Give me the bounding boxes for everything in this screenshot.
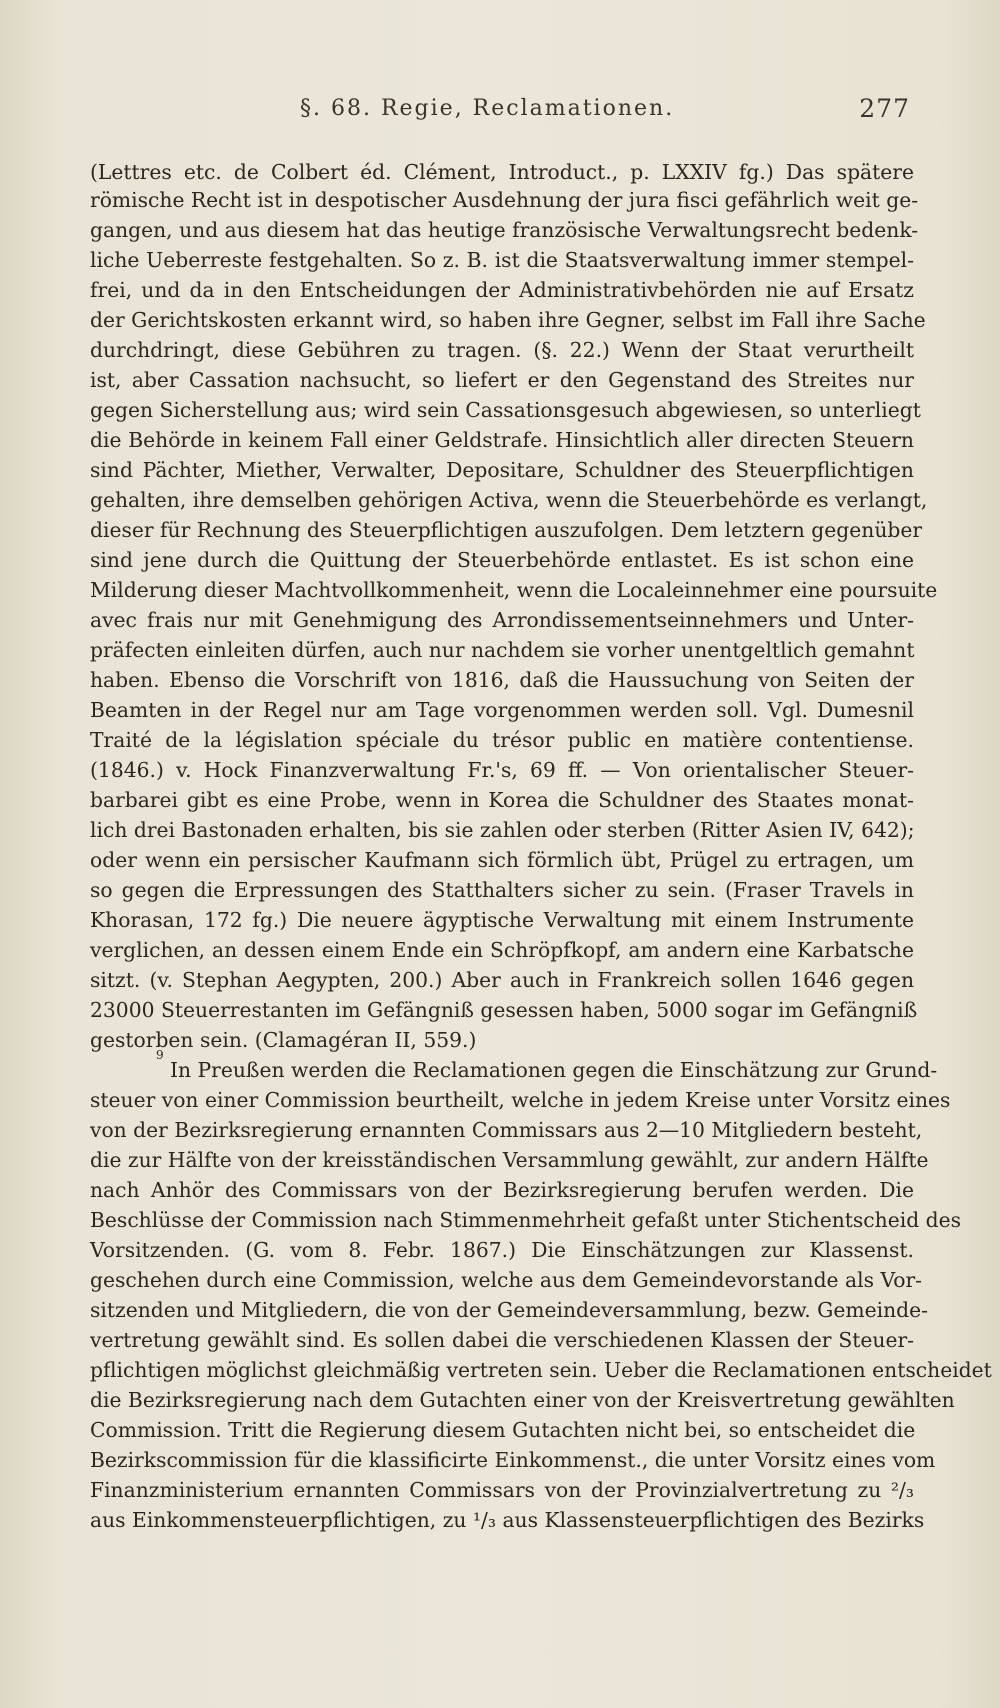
text-line: präfecten einleiten dürfen, auch nur nachdem sie vorher unentgeltlich gemahnt <box>90 638 915 662</box>
text-line: Finanzministerium ernannten Commissars von der Provinzialvertretung zu ²/₃ <box>90 1478 914 1502</box>
text-line: ist, aber Cassation nachsucht, so liefert er den Gegenstand des Streites nur <box>90 368 914 392</box>
text-line: Commission. Tritt die Regierung diesem Gutachten nicht bei, so entscheidet die <box>90 1418 916 1442</box>
text-line: gestorben sein. (Clamagéran II, 559.) <box>90 1028 477 1052</box>
text-line: sitzt. (v. Stephan Aegypten, 200.) Aber auch in Frankreich sollen 1646 gegen <box>90 968 914 992</box>
text-line: avec frais nur mit Genehmigung des Arrondissementseinnehmers und Unter- <box>90 608 914 632</box>
text-line: 23000 Steuerrestanten im Gefängniß gesessen haben, 5000 sogar im Gefängniß <box>90 998 918 1022</box>
text-line: vertretung gewählt sind. Es sollen dabei die verschiedenen Klassen der Steuer- <box>90 1328 914 1352</box>
text-line: Beschlüsse der Commission nach Stimmenmehrheit gefaßt unter Stichentscheid des <box>90 1208 962 1232</box>
text-line: geschehen durch eine Commission, welche aus dem Gemeindevorstande als Vor- <box>90 1268 922 1292</box>
text-line: (1846.) v. Hock Finanzverwaltung Fr.'s, 69 ff. — Von orientalischer Steuer- <box>90 758 914 782</box>
text-line: sind jene durch die Quittung der Steuerbehörde entlastet. Es ist schon eine <box>90 548 914 572</box>
text-line: die Bezirksregierung nach dem Gutachten einer von der Kreisvertretung gewählten <box>90 1388 955 1412</box>
text-line: steuer von einer Commission beurtheilt, welche in jedem Kreise unter Vorsitz eines <box>90 1088 951 1112</box>
text-line: durchdringt, diese Gebühren zu tragen. (§. 22.) Wenn der Staat verurtheilt <box>90 338 914 362</box>
text-line: dieser für Rechnung des Steuerpflichtigen auszufolgen. Dem letztern gegenüber <box>90 518 923 542</box>
text-line: frei, und da in den Entscheidungen der Administrativbehörden nie auf Ersatz <box>90 278 914 302</box>
text-line: römische Recht ist in despotischer Ausdehnung der jura fisci gefährlich weit ge- <box>90 188 919 212</box>
text-line: Khorasan, 172 fg.) Die neuere ägyptische Verwaltung mit einem Instrumente <box>90 908 914 932</box>
text-line: die zur Hälfte von der kreisständischen Versammlung gewählt, zur andern Hälfte <box>90 1148 929 1172</box>
text-line: gehalten, ihre demselben gehörigen Activa, wenn die Steuerbehörde es verlangt, <box>90 488 928 512</box>
text-line: die Behörde in keinem Fall einer Geldstrafe. Hinsichtlich aller directen Steuern <box>90 428 914 452</box>
body-text <box>90 157 992 1535</box>
running-head <box>300 94 910 128</box>
text-line: lich drei Bastonaden erhalten, bis sie zahlen oder sterben (Ritter Asien IV, 642); <box>90 818 915 842</box>
page-number: 277 <box>859 94 910 123</box>
text-line: sind Pächter, Miether, Verwalter, Depositare, Schuldner des Steuerpflichtigen <box>90 458 914 482</box>
text-line: nach Anhör des Commissars von der Bezirksregierung berufen werden. Die <box>90 1178 914 1202</box>
text-line: sitzenden und Mitgliedern, die von der Gemeindeversammlung, bezw. Gemeinde- <box>90 1298 928 1322</box>
text-line: der Gerichtskosten erkannt wird, so haben ihre Gegner, selbst im Fall ihre Sache <box>90 308 926 332</box>
text-line: Beamten in der Regel nur am Tage vorgenommen werden soll. Vgl. Dumesnil <box>90 698 914 722</box>
text-line: so gegen die Erpressungen des Statthalters sicher zu sein. (Fraser Travels in <box>90 878 914 902</box>
text-line: Traité de la législation spéciale du trésor public en matière contentiense. <box>90 728 914 752</box>
text-line: verglichen, an dessen einem Ende ein Schröpfkopf, am andern eine Karbatsche <box>90 938 914 962</box>
text-line: gangen, und aus diesem hat das heutige französische Verwaltungsrecht bedenk- <box>90 218 919 242</box>
text-line: gegen Sicherstellung aus; wird sein Cassationsgesuch abgewiesen, so unterliegt <box>90 398 921 422</box>
text-line: liche Ueberreste festgehalten. So z. B. ist die Staatsverwaltung immer stempel- <box>90 248 914 272</box>
footnote-first-line <box>90 1048 938 1085</box>
text-line: In Preußen werden die Reclamationen gegen die Einschätzung zur Grund- <box>170 1058 938 1082</box>
text-line: aus Einkommensteuerpflichtigen, zu ¹/₃ aus Klassensteuerpflichtigen des Bezirks <box>90 1508 925 1532</box>
text-line: (Lettres etc. de Colbert éd. Clément, Introduct., p. LXXIV fg.) Das spätere <box>90 160 914 184</box>
text-line: Bezirkscommission für die klassificirte Einkommenst., die unter Vorsitz eines vom <box>90 1448 936 1472</box>
running-head-title: §. 68. Regie, Reclamationen. <box>300 96 675 121</box>
footnote-marker: 9 <box>156 1048 164 1062</box>
text-line: pflichtigen möglichst gleichmäßig vertreten sein. Ueber die Reclamationen entscheidet <box>90 1358 992 1382</box>
text-line: barbarei gibt es eine Probe, wenn in Korea die Schuldner des Staates monat- <box>90 788 914 812</box>
text-line: von der Bezirksregierung ernannten Commissars aus 2—10 Mitgliedern besteht, <box>90 1118 923 1142</box>
text-line: oder wenn ein persischer Kaufmann sich förmlich übt, Prügel zu ertragen, um <box>90 848 914 872</box>
text-line: haben. Ebenso die Vorschrift von 1816, daß die Haussuchung von Seiten der <box>90 668 914 692</box>
text-line: Milderung dieser Machtvollkommenheit, wenn die Localeinnehmer eine poursuite <box>90 578 938 602</box>
text-line: Vorsitzenden. (G. vom 8. Febr. 1867.) Die Einschätzungen zur Klassenst. <box>90 1238 914 1262</box>
